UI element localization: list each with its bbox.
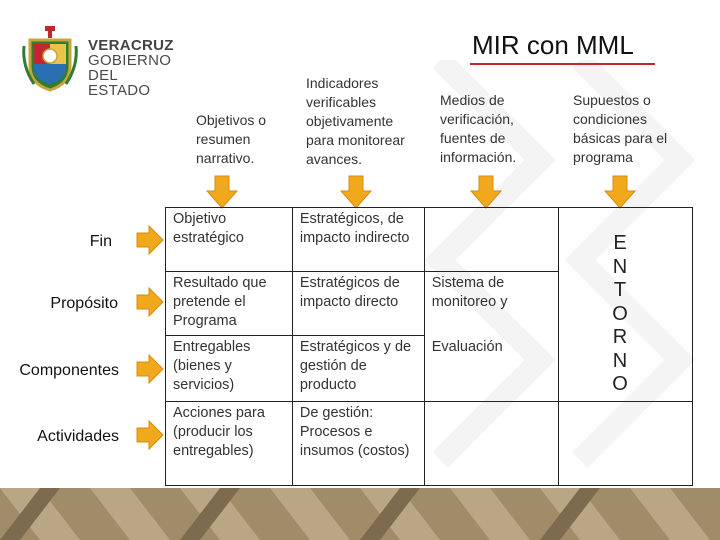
down-arrow-icon — [604, 175, 636, 209]
entorno-letter: T — [613, 279, 627, 301]
cell-objetivo: Resultado que pretende el Programa — [166, 272, 293, 336]
right-arrow-icon — [136, 420, 164, 450]
cell-medio: Evaluación — [424, 336, 559, 402]
cell-medio: Sistema de monitoreo y — [424, 272, 559, 336]
down-arrow-icon — [340, 175, 372, 209]
column-header-objetivos: Objetivos o resumen narrativo. — [196, 112, 267, 166]
right-arrow-icon — [136, 354, 164, 384]
cell-indicador: Estratégicos y de gestión de producto — [292, 336, 424, 402]
cell-indicador: Estratégicos, de impacto indirecto — [292, 208, 424, 272]
cell-indicador: Estratégicos de impacto directo — [292, 272, 424, 336]
logo-wordmark — [88, 38, 180, 98]
column-header-medios: Medios de verificación, fuentes de información. — [440, 92, 517, 165]
cell-medio — [424, 208, 559, 272]
cell-indicador: De gestión: Procesos e insumos (costos) — [292, 402, 424, 486]
table-row — [166, 402, 693, 486]
entorno-letter: E — [613, 232, 627, 254]
cell-objetivo: Entregables (bienes y servicios) — [166, 336, 293, 402]
cell-supuestos-bottom — [559, 402, 693, 486]
cell-objetivo: Objetivo estratégico — [166, 208, 293, 272]
entorno-letter: O — [612, 373, 628, 395]
down-arrow-icon — [470, 175, 502, 209]
column-header-indicadores: Indicadores verificables objetivamente para monitorear avances. — [306, 75, 405, 167]
down-arrow-icon — [206, 175, 238, 209]
veracruz-logo — [20, 26, 180, 99]
row-label-proposito: Propósito — [50, 295, 118, 312]
logo-line-2: GOBIERNO — [88, 52, 172, 69]
entorno-vertical-text — [606, 232, 634, 397]
title-underline — [470, 63, 655, 65]
page-title: MIR con MML — [472, 30, 634, 60]
entorno-letter: N — [612, 349, 628, 372]
right-arrow-icon — [136, 287, 164, 317]
row-label-fin: Fin — [89, 233, 112, 250]
right-arrow-icon — [136, 225, 164, 255]
logo-line-3: DEL ESTADO — [88, 67, 151, 99]
logo-line-1: VERACRUZ — [88, 37, 174, 54]
bottom-decorative-band — [0, 488, 720, 540]
entorno-letter: N — [612, 255, 628, 278]
row-label-actividades: Actividades — [37, 428, 119, 445]
entorno-letter: O — [612, 302, 628, 325]
cell-medio — [424, 402, 559, 486]
column-header-supuestos: Supuestos o condiciones básicas para el programa — [573, 92, 668, 165]
row-label-componentes: Componentes — [19, 362, 119, 379]
coat-of-arms-icon — [20, 26, 80, 92]
entorno-letter: R — [612, 326, 628, 348]
cell-objetivo: Acciones para (producir los entregables) — [166, 402, 293, 486]
